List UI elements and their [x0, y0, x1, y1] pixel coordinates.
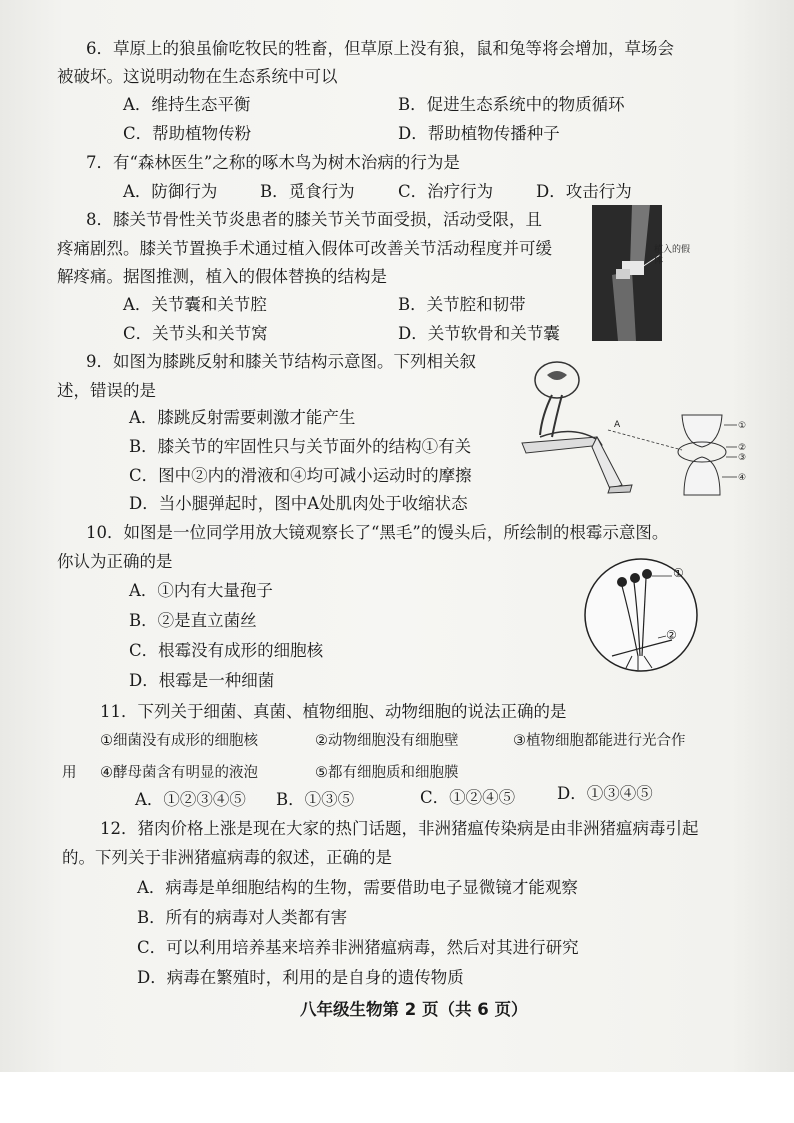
q11-item-4: ④酵母菌含有明显的液泡	[100, 765, 258, 781]
q6-option-c[interactable]: C．帮助植物传粉	[123, 124, 252, 143]
q10-option-c[interactable]: C．根霉没有成形的细胞核	[129, 641, 324, 660]
q10-option-a[interactable]: A．①内有大量孢子	[129, 581, 273, 600]
q11-option-c[interactable]: C．①②④⑤	[420, 788, 516, 807]
q12-option-d[interactable]: D．病毒在繁殖时，利用的是自身的遗传物质	[137, 968, 464, 987]
q11-stem: 11．下列关于细菌、真菌、植物细胞、动物细胞的说法正确的是	[100, 702, 567, 721]
fig-label-4: ④	[738, 473, 747, 483]
implant-label: 植入的假体	[654, 245, 691, 266]
q8-option-b[interactable]: B．关节腔和韧带	[398, 295, 526, 314]
q9-option-a[interactable]: A．膝跳反射需要刺激才能产生	[129, 408, 356, 427]
q7-option-c[interactable]: C．治疗行为	[398, 182, 494, 201]
q8-stem: 8．膝关节骨性关节炎患者的膝关节关节面受损，活动受限，且	[86, 210, 542, 229]
page-footer: 八年级生物第 2 页（共 6 页）	[300, 1000, 528, 1019]
q10-option-d[interactable]: D．根霉是一种细菌	[129, 671, 275, 690]
q6-option-d[interactable]: D．帮助植物传播种子	[398, 124, 560, 143]
q8-option-d[interactable]: D．关节软骨和关节囊	[398, 324, 560, 343]
q11-item-3: ③植物细胞都能进行光合作	[513, 733, 686, 749]
q8-option-c[interactable]: C．关节头和关节窝	[123, 324, 268, 343]
q9-option-d[interactable]: D．当小腿弹起时，图中A处肌肉处于收缩状态	[129, 494, 468, 513]
q8-stem-cont1: 疼痛剧烈。膝关节置换手术通过植入假体可改善关节活动程度并可缓	[57, 239, 552, 258]
q8-stem-cont2: 解疼痛。据图推测，植入的假体替换的结构是	[57, 267, 387, 286]
q9-stem: 9．如图为膝跳反射和膝关节结构示意图。下列相关叙	[86, 352, 476, 371]
q6-stem-cont: 被破坏。这说明动物在生态系统中可以	[57, 67, 338, 86]
q12-stem-cont: 的。下列关于非洲猪瘟病毒的叙述，正确的是	[62, 848, 392, 867]
q11-item-5: ⑤都有细胞质和细胞膜	[315, 765, 459, 781]
q6-option-b[interactable]: B．促进生态系统中的物质循环	[398, 95, 625, 114]
knee-reflex-figure	[512, 355, 752, 505]
q9-stem-cont: 述，错误的是	[57, 381, 156, 400]
q7-stem: 7．有“森林医生”之称的啄木鸟为树木治病的行为是	[86, 153, 460, 172]
q7-option-b[interactable]: B．觅食行为	[260, 182, 355, 201]
q11-item-2: ②动物细胞没有细胞壁	[315, 733, 459, 749]
q6-stem: 6．草原上的狼虽偷吃牧民的牲畜，但草原上没有狼，鼠和兔等将会增加，草场会	[86, 39, 674, 58]
q10-stem-cont: 你认为正确的是	[57, 552, 173, 571]
q12-stem: 12．猪肉价格上涨是现在大家的热门话题，非洲猪瘟传染病是由非洲猪瘟病毒引起	[100, 819, 699, 838]
fig-label-2: ②	[666, 628, 677, 642]
q11-item-3-cont: 用	[62, 765, 77, 781]
q6-option-a[interactable]: A．维持生态平衡	[123, 95, 251, 114]
q12-option-b[interactable]: B．所有的病毒对人类都有害	[137, 908, 348, 927]
q12-option-c[interactable]: C．可以利用培养基来培养非洲猪瘟病毒，然后对其进行研究	[137, 938, 579, 957]
q8-option-a[interactable]: A．关节囊和关节腔	[123, 295, 267, 314]
fig-label-3: ③	[738, 453, 747, 463]
knee-xray-figure	[592, 205, 691, 341]
q10-option-b[interactable]: B．②是直立菌丝	[129, 611, 257, 630]
q11-option-d[interactable]: D．①③④⑤	[557, 784, 653, 803]
q10-stem: 10．如图是一位同学用放大镜观察长了“黑毛”的馒头后，所绘制的根霉示意图。	[86, 523, 669, 542]
q7-option-a[interactable]: A．防御行为	[123, 182, 218, 201]
q11-option-b[interactable]: B．①③⑤	[276, 790, 355, 809]
fig-label-2: ②	[738, 443, 747, 453]
q11-item-1: ①细菌没有成形的细胞核	[100, 733, 258, 749]
fig-label-1: ①	[738, 421, 747, 431]
q7-option-d[interactable]: D．攻击行为	[536, 182, 632, 201]
fig-label-a: A	[614, 420, 621, 430]
q11-option-a[interactable]: A．①②③④⑤	[135, 790, 246, 809]
q12-option-a[interactable]: A．病毒是单细胞结构的生物，需要借助电子显微镜才能观察	[137, 878, 578, 897]
q9-option-b[interactable]: B．膝关节的牢固性只与关节面外的结构①有关	[129, 437, 472, 456]
fig-label-1: ①	[673, 566, 684, 580]
rhizopus-figure	[582, 556, 700, 674]
q9-option-c[interactable]: C．图中②内的滑液和④均可减小运动时的摩擦	[129, 466, 472, 485]
